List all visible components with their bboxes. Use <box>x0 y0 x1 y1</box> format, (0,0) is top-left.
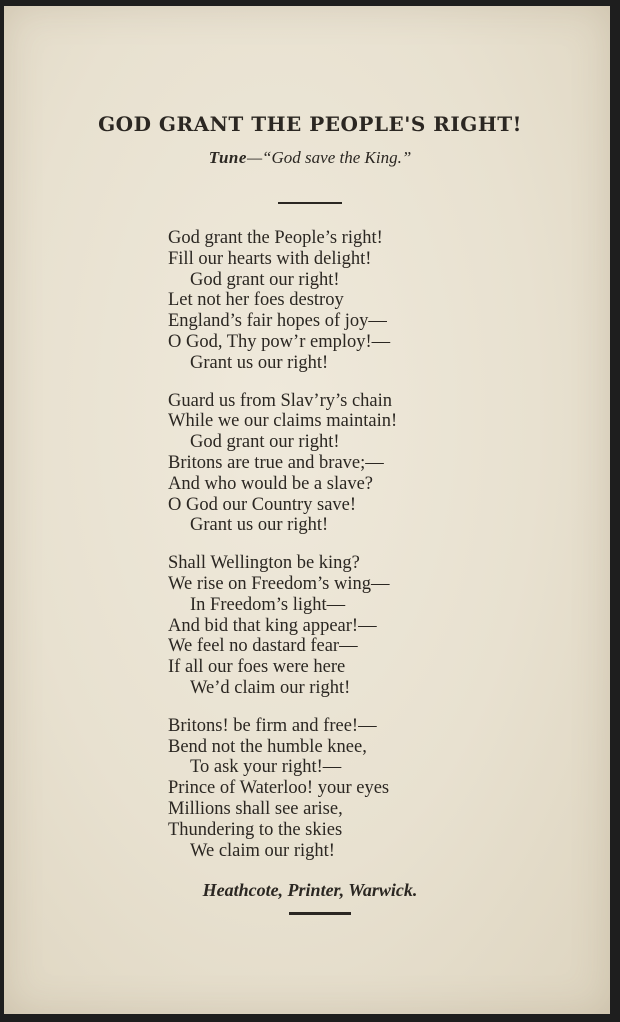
verse-line: O God our Country save! <box>168 494 357 515</box>
title-divider <box>278 202 342 204</box>
bottom-divider <box>289 912 351 915</box>
verse-line: If all our foes were here <box>168 657 346 678</box>
verse-line: Grant us our right! <box>190 352 329 373</box>
verse-line: And who would be a slave? <box>168 473 373 494</box>
verse-line: To ask your right!— <box>190 757 342 778</box>
verse-line: Grant us our right! <box>190 515 329 536</box>
verses <box>168 228 488 878</box>
verse-line: God grant the People’s right! <box>168 228 383 248</box>
verse-line: We claim our right! <box>190 840 335 861</box>
printer-imprint: Heathcote, Printer, Warwick. <box>202 880 418 900</box>
verse-line: England’s fair hopes of joy— <box>168 311 387 332</box>
stanza <box>168 228 488 374</box>
verse-line: Bend not the humble knee, <box>168 736 367 757</box>
verse-line: Thundering to the skies <box>168 819 343 840</box>
verse-line: Let not her foes destroy <box>168 290 344 311</box>
verse-line: God grant our right! <box>190 269 340 290</box>
verse-line: Shall Wellington be king? <box>168 553 360 574</box>
verse-line: Britons are true and brave;— <box>168 452 384 473</box>
verse-line: We’d claim our right! <box>190 677 351 698</box>
verse-line: Millions shall see arise, <box>168 798 343 819</box>
verse-line: O God, Thy pow’r employ!— <box>168 331 391 352</box>
verse-line: We rise on Freedom’s wing— <box>168 573 390 594</box>
tune-label: Tune <box>208 148 247 167</box>
verse-line: In Freedom’s light— <box>190 594 346 615</box>
stanza <box>168 716 488 862</box>
tune-line <box>0 148 620 168</box>
tune-text: —“God save the King.” <box>246 148 412 167</box>
song-title: GOD GRANT THE PEOPLE'S RIGHT! <box>98 112 522 136</box>
stanza <box>168 391 488 537</box>
verse-line: Fill our hearts with delight! <box>168 248 372 269</box>
verse-line: And bid that king appear!— <box>168 615 377 636</box>
verse-line: God grant our right! <box>190 432 340 453</box>
verse-line: We feel no dastard fear— <box>168 636 358 657</box>
verse-line: Prince of Waterloo! your eyes <box>168 778 390 799</box>
verse-line: Guard us from Slav’ry’s chain <box>168 390 393 411</box>
verse-line: Britons! be firm and free!— <box>168 715 377 736</box>
stanza <box>168 553 488 699</box>
verse-line: While we our claims maintain! <box>168 411 398 432</box>
